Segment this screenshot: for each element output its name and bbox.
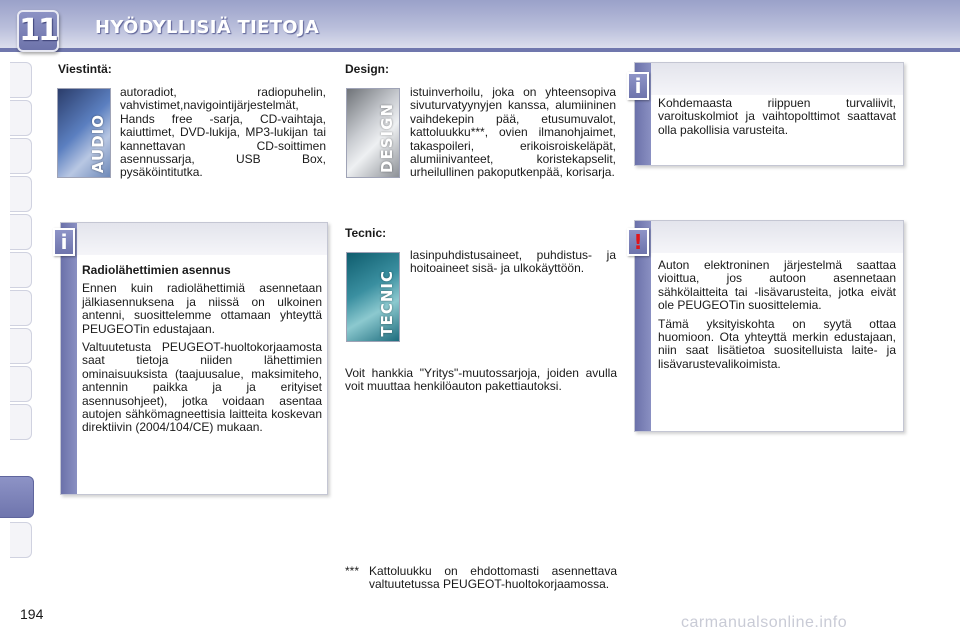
chapter-tab[interactable]: [10, 328, 32, 364]
info-icon: i: [627, 72, 649, 100]
chapter-tab[interactable]: [10, 138, 32, 174]
chapter-tab[interactable]: [10, 522, 32, 558]
footnote-mark: ***: [345, 564, 360, 578]
tecnic-thumbnail-label: TECNIC: [378, 270, 396, 337]
section-heading-viestinta: Viestintä:: [58, 62, 112, 76]
tecnic-thumbnail: [346, 252, 400, 342]
warning-box-paragraph: Tämä yksityiskohta on syytä ottaa huomioon. Ota yhteyttä merkin edustajaan, niin saat lisätietoa suositelluista laite- ja lisävarustevalikoimista.: [658, 316, 896, 371]
chapter-tab[interactable]: [10, 100, 32, 136]
warning-box-paragraph: Auton elektroninen järjestelmä saattaa vioittua, jos autoon asennetaan sähkölaitteita tai -lisävarusteita, jotka eivät ole PEUGEOTin suosittelemia.: [658, 258, 896, 313]
warning-box-text: [658, 259, 896, 371]
design-text: istuinverhoilu, joka on yhteensopiva sivuturvatyynyjen kanssa, alumiininen vaihdekepin pää, etusumuvalot, kattoluukku***, ovien ilmanohjaimet, takaspoileri, erikoisroiskeläpät, alumiinivanteet, koristekapselit, urheilullinen pakoputkenpää, korisarja.: [410, 85, 616, 180]
chapter-tab[interactable]: [10, 366, 32, 402]
info-box-radio-text: [82, 264, 322, 435]
header-rule: [0, 48, 960, 52]
chapter-tab-strip: [0, 62, 36, 577]
tecnic-text: lasinpuhdistusaineet, puhdistus- ja hoitoaineet sisä- ja ulkokäyttöön.: [410, 248, 616, 276]
box-header-band: [651, 221, 903, 253]
viestinta-text: autoradiot, radiopuhelin, vahvistimet,navigointijärjestelmät, Hands free -sarja, CD-vaihtaja, kaiuttimet, DVD-lukija, MP3-lukijan tai kannettavan CD-soittimen asennussarja, USB Box, pysäköintitutka.: [120, 85, 326, 180]
chapter-tab[interactable]: [10, 214, 32, 250]
box-header-band: [77, 223, 327, 255]
footnote-text: Kattoluukku on ehdottomasti asennettava valtuutetussa PEUGEOT-huoltokorjaamossa.: [369, 564, 617, 592]
design-thumbnail-label: DESIGN: [378, 103, 396, 173]
audio-thumbnail: [57, 88, 111, 178]
watermark: carmanualsonline.info: [681, 614, 848, 631]
chapter-tab[interactable]: [10, 62, 32, 98]
chapter-tab[interactable]: [10, 290, 32, 326]
page-number: 194: [20, 606, 44, 622]
chapter-tab[interactable]: [10, 176, 32, 212]
design-thumbnail: [346, 88, 400, 178]
section-heading-tecnic: Tecnic:: [345, 226, 387, 240]
box-header-band: [651, 63, 903, 95]
section-heading-design: Design:: [345, 62, 390, 76]
info-box-radio-paragraph: Ennen kuin radiolähettimiä asennetaan jälkiasennuksena ja niissä on ulkoinen antenni, suosittelemme ottamaan yhteyttä PEUGEOTin edustajaan.: [82, 281, 322, 336]
chapter-tab[interactable]: [10, 252, 32, 288]
info-box-radio-paragraph: Valtuutetusta PEUGEOT-huoltokorjaamosta saat tietoja niiden lähettimien ominaisuuksista (taajuusalue, maksimiteho, antennin paikka ja ja erityiset asennusohjeet), jotka voidaan asentaa autojen sähkömagneettisia laitteita koskevan direktiivin (2004/104/CE) mukaan.: [82, 340, 322, 435]
info-box-safety-text: Kohdemaasta riippuen turvaliivit, varoituskolmiot ja vaihtopolttimot saattavat olla pakollisia varusteita.: [658, 96, 896, 137]
chapter-number-badge: 11: [17, 10, 59, 52]
conversion-kit-text: Voit hankkia "Yritys"-muutossarjoja, joiden avulla voit muuttaa henkilöauton pakettiautoksi.: [345, 366, 617, 394]
warning-icon: !: [627, 228, 649, 256]
chapter-tab-active[interactable]: [0, 476, 34, 518]
footnote: [345, 565, 617, 592]
page-title: HYÖDYLLISIÄ TIETOJA: [95, 17, 320, 38]
audio-thumbnail-label: AUDIO: [89, 113, 107, 173]
info-box-radio-subtitle: Radiolähettimien asennus: [82, 263, 231, 277]
box-accent-bar: [61, 223, 77, 494]
chapter-tab[interactable]: [10, 404, 32, 440]
info-icon: i: [53, 228, 75, 256]
